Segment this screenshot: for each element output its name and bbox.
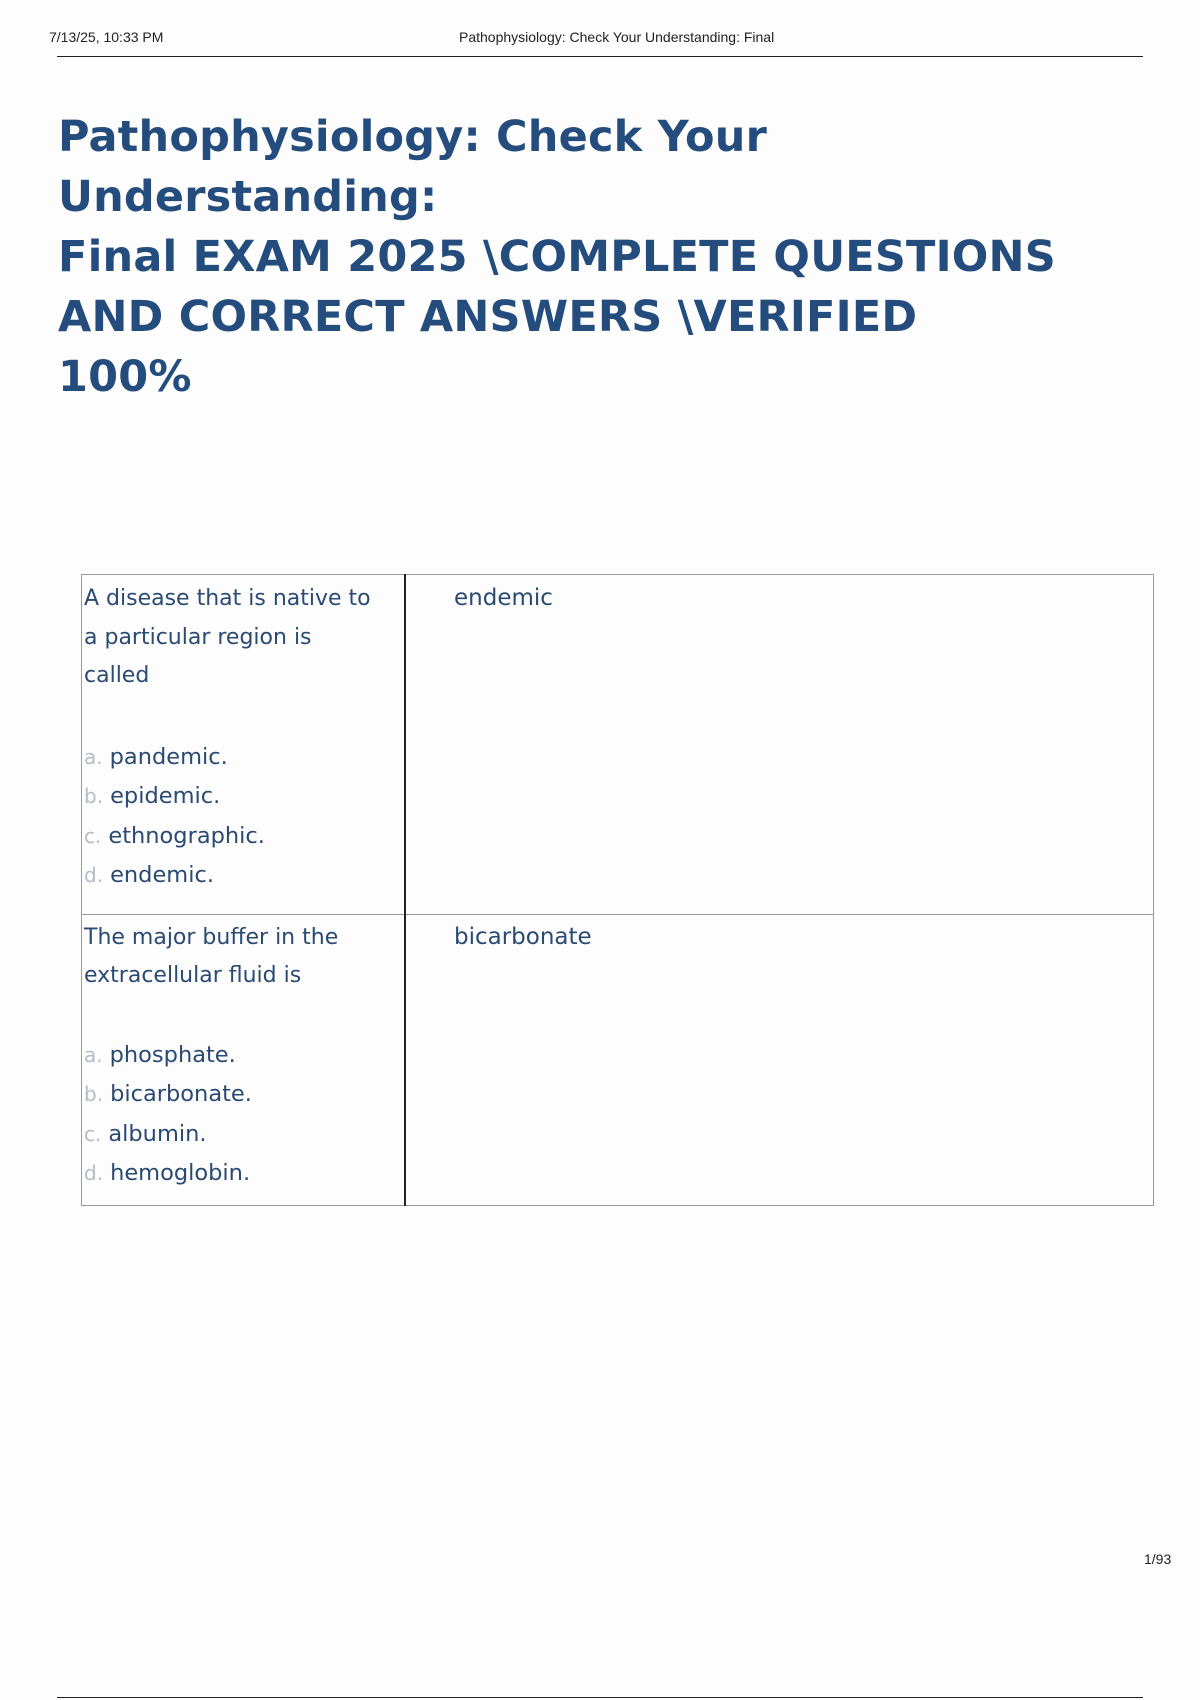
question-row	[82, 575, 1154, 915]
question-row	[82, 914, 1154, 1205]
answer-options	[84, 1036, 404, 1194]
option-text: endemic.	[110, 862, 214, 888]
option-item	[84, 738, 404, 778]
stem-line: a particular region is	[84, 624, 312, 650]
answer-cell	[405, 575, 1154, 915]
title-line: AND CORRECT ANSWERS \VERIFIED	[58, 292, 918, 342]
option-text: pandemic.	[109, 743, 228, 770]
option-text: bicarbonate.	[110, 1081, 252, 1107]
option-text: phosphate.	[109, 1041, 236, 1068]
stem-line: extracellular fluid is	[84, 963, 302, 988]
stem-line: called	[84, 663, 150, 688]
question-cell	[82, 914, 406, 1205]
option-letter: b.	[84, 1082, 104, 1106]
option-letter: a.	[84, 1042, 103, 1067]
option-text: hemoglobin.	[110, 1160, 251, 1186]
answer-options	[84, 738, 404, 896]
print-header	[49, 29, 1143, 57]
option-letter: d.	[84, 863, 104, 887]
option-item	[84, 777, 404, 817]
option-text: albumin.	[108, 1120, 207, 1147]
option-item	[84, 1075, 404, 1115]
option-letter: c.	[84, 1121, 102, 1146]
question-cell	[82, 575, 406, 915]
option-letter: b.	[84, 784, 104, 808]
question-stem	[84, 919, 404, 996]
title-line: Pathophysiology: Check Your Understanding:	[58, 112, 767, 222]
title-line: Final EXAM 2025 \COMPLETE QUESTIONS	[58, 232, 1056, 282]
title-line: 100%	[58, 352, 192, 402]
option-item	[84, 1154, 404, 1194]
question-answer-table	[81, 574, 1154, 1206]
footer-rule	[57, 1697, 1143, 1698]
page-number: 1/93	[1144, 1551, 1172, 1567]
option-text: epidemic.	[110, 783, 221, 809]
document-title	[58, 107, 1158, 407]
option-text: ethnographic.	[108, 822, 265, 849]
option-item	[84, 1115, 404, 1155]
option-letter: a.	[84, 744, 103, 769]
option-item	[84, 817, 404, 857]
print-datetime: 7/13/25, 10:33 PM	[49, 29, 164, 45]
correct-answer: bicarbonate	[454, 923, 592, 950]
stem-line: The major buffer in the	[84, 924, 339, 950]
option-item	[84, 1036, 404, 1076]
question-stem	[84, 580, 404, 696]
option-letter: c.	[84, 823, 102, 848]
answer-cell	[405, 914, 1154, 1205]
option-letter: d.	[84, 1161, 104, 1185]
header-rule	[57, 56, 1143, 57]
print-header-title: Pathophysiology: Check Your Understanding: Final	[459, 29, 775, 45]
option-item	[84, 856, 404, 896]
stem-line: A disease that is native to	[84, 586, 371, 611]
correct-answer: endemic	[454, 585, 553, 611]
